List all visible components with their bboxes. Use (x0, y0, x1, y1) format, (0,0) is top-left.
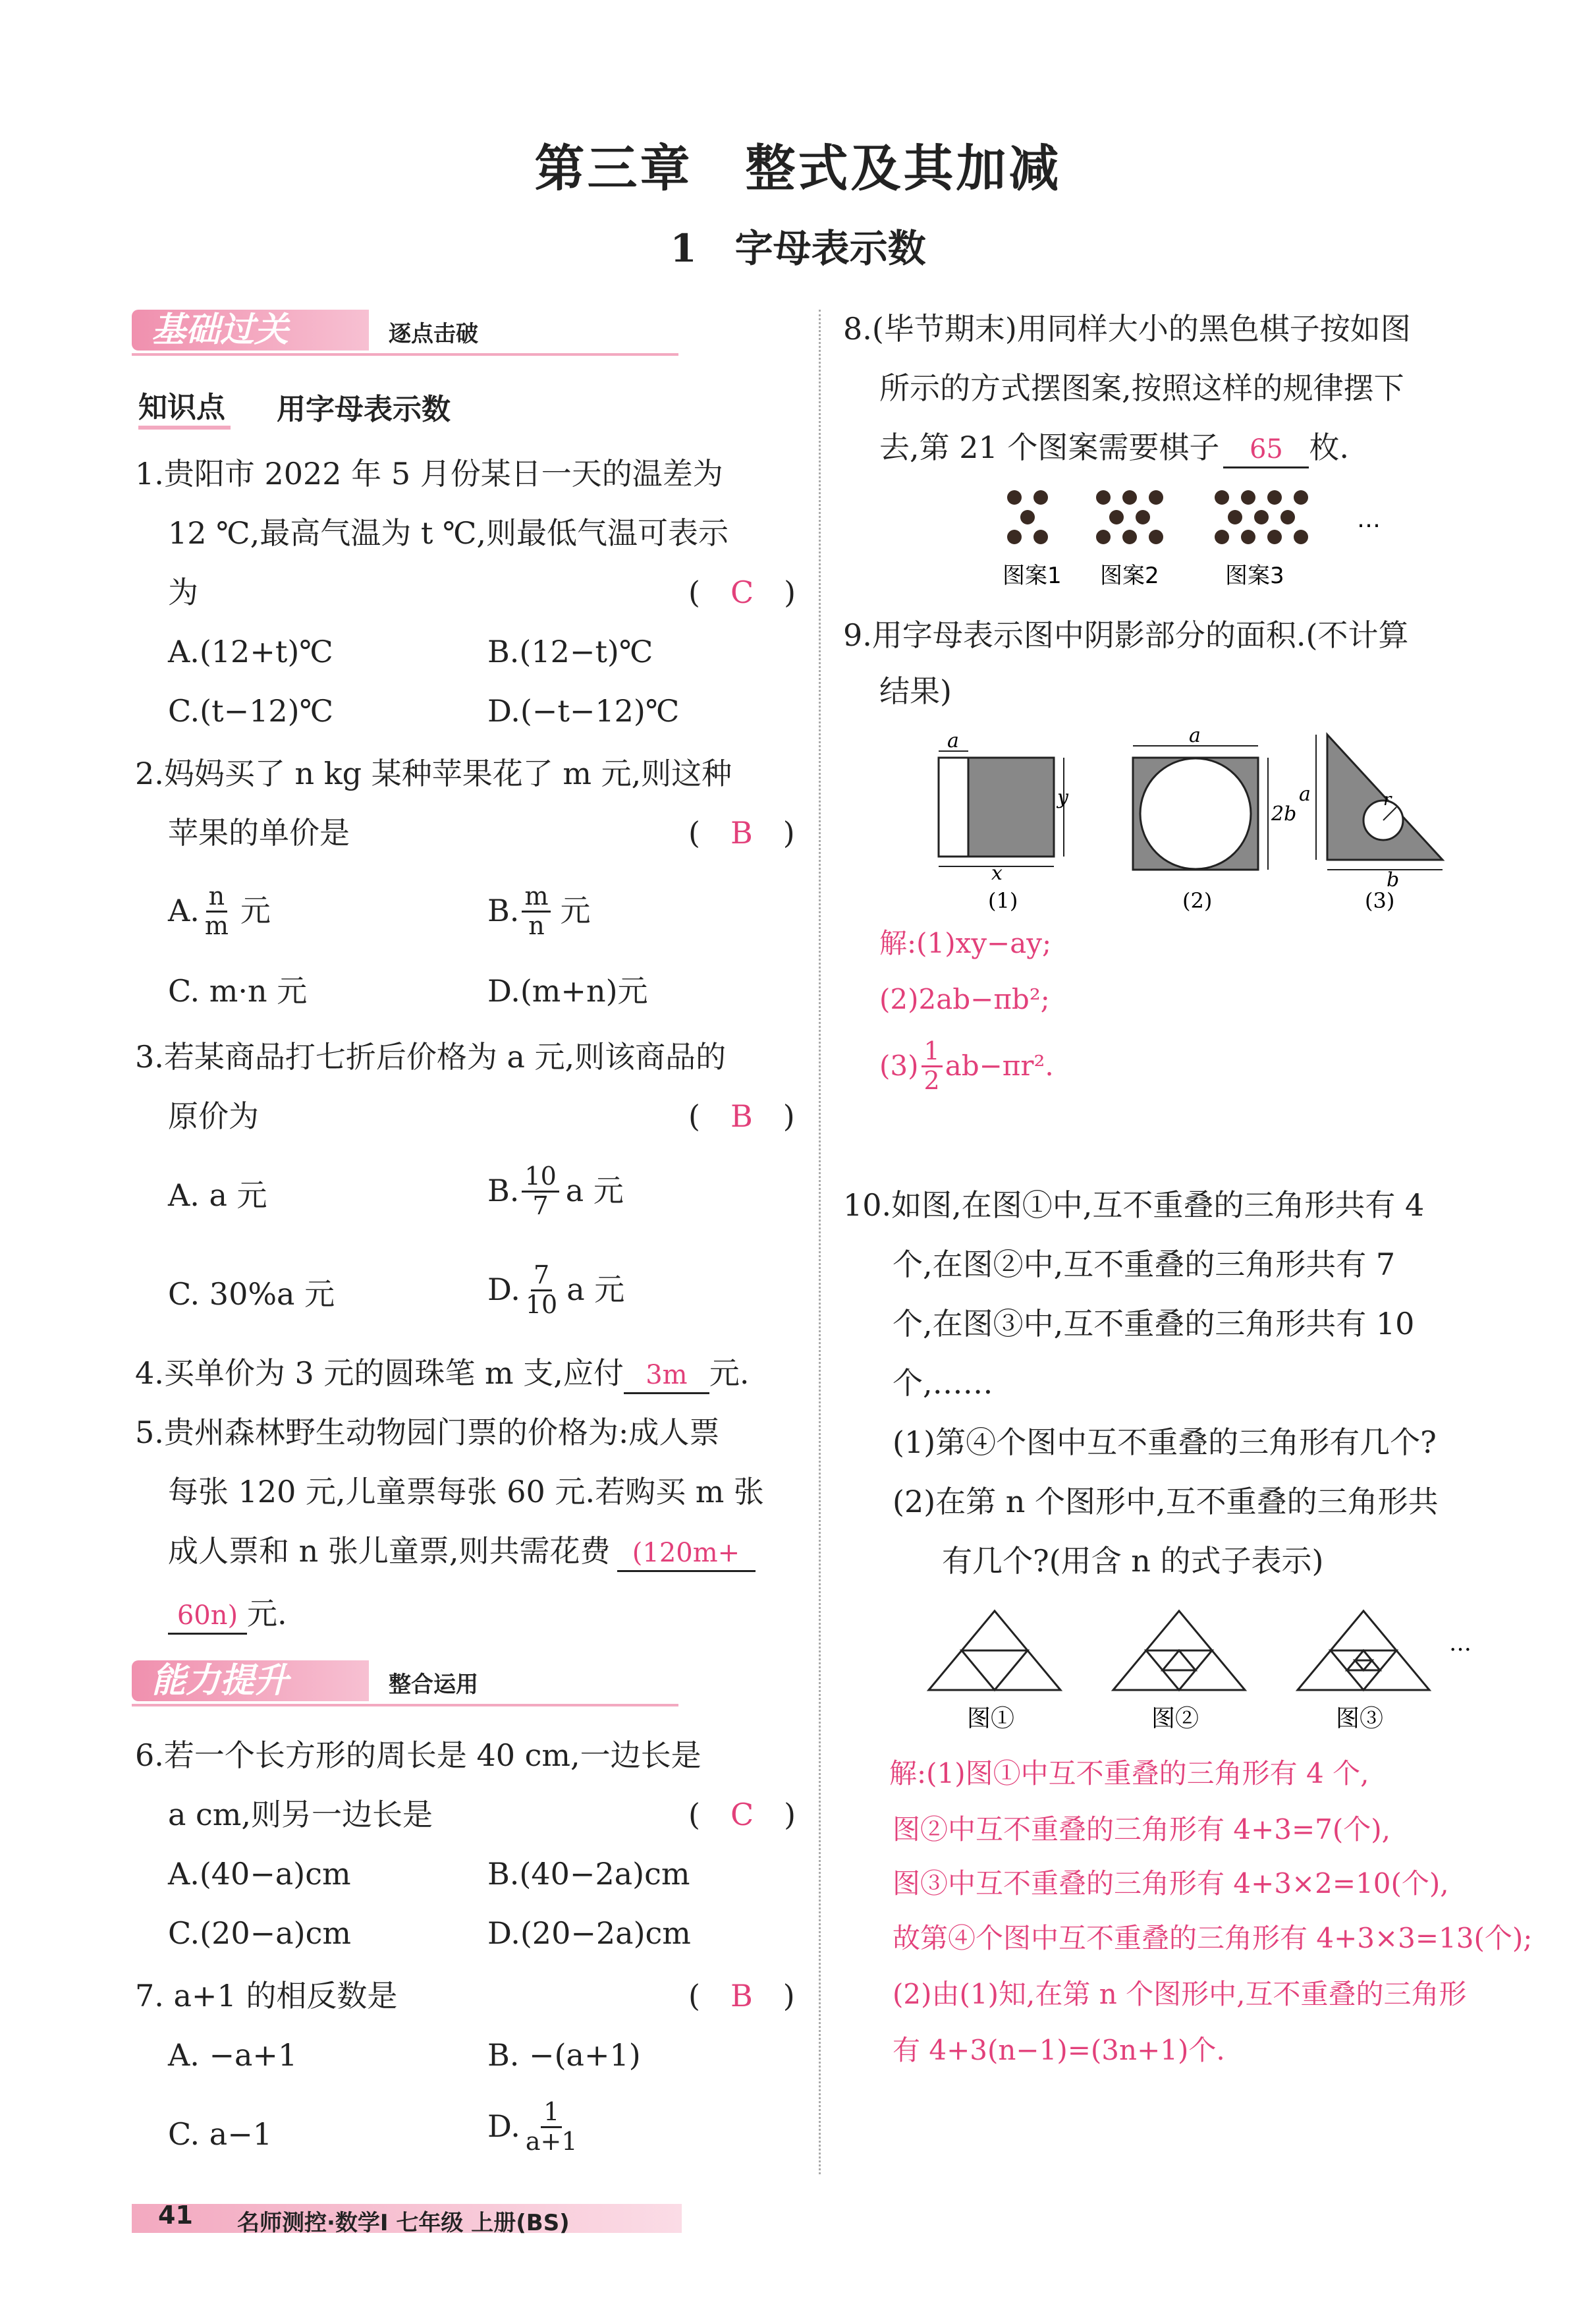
q8-answer: 65 (1223, 432, 1309, 468)
q10-solution-1: 解:(1)图①中互不重叠的三角形有 4 个, (889, 1757, 1369, 1789)
banner-basic-line (132, 353, 678, 356)
q2-b-den: n (528, 911, 545, 940)
q7-answer-paren: ( B ) (688, 1978, 795, 2014)
q3-d-prefix: D. (487, 1272, 520, 1308)
q9-sol3-num: 1 (922, 1038, 943, 1067)
q7-line1: 7. a+1 的相反数是 (135, 1978, 398, 2014)
q3-option-c: C. 30%a 元 (168, 1276, 335, 1312)
q6-option-c: C.(20−a)cm (168, 1915, 351, 1951)
q3-d-suffix: a 元 (566, 1272, 625, 1308)
q6-answer-paren: ( C ) (688, 1797, 796, 1832)
q10-figure (922, 1608, 1475, 1739)
banner-basic (132, 310, 678, 356)
q5-line1: 5.贵州森林野生动物园门票的价格为:成人票 (135, 1415, 720, 1450)
q2-a-fraction (202, 883, 231, 940)
q3-b-fraction (522, 1163, 559, 1220)
q5-answer-part1: (120m+ (617, 1536, 756, 1572)
q9-fig1-label-y: y (1057, 786, 1068, 809)
q9-solution-1: 解:(1)xy−ay; (879, 927, 1052, 959)
q9-caption-3: (3) (1365, 888, 1395, 913)
q6-option-a: A.(40−a)cm (168, 1856, 351, 1892)
q3-option-d (487, 1262, 624, 1319)
q7-d-den: a+1 (525, 2126, 578, 2156)
q2-line1: 2.妈妈买了 n kg 某种苹果花了 m 元,则这种 (135, 756, 732, 791)
chapter-title: 第三章 整式及其加减 (534, 139, 1062, 198)
q9-sol3-den: 2 (923, 1065, 940, 1095)
q9-fig2-label-a: a (1189, 731, 1201, 747)
q8-line3 (879, 428, 1349, 468)
q9-sol3-suffix: ab−πr². (945, 1050, 1054, 1082)
q2-a-suffix: 元 (240, 893, 271, 929)
q5-line4 (168, 1594, 287, 1635)
banner-basic-sub: 逐点击破 (389, 321, 478, 347)
q9-fig2-label-2b: 2b (1271, 803, 1297, 826)
q10-sub2a: (2)在第 n 个图形中,互不重叠的三角形共 (893, 1484, 1439, 1519)
q10-fig2 (1113, 1611, 1245, 1690)
q9-fig1-label-x: x (991, 862, 1003, 885)
q3-b-den: 7 (532, 1191, 549, 1220)
q2-b-prefix: B. (487, 893, 520, 929)
q8-caption-1: 图案1 (1003, 563, 1062, 589)
section-title: 1 字母表示数 (670, 226, 926, 271)
q5-answer-part2: 60n) (168, 1598, 247, 1635)
q3-b-num: 10 (522, 1163, 559, 1193)
q5-line2: 每张 120 元,儿童票每张 60 元.若购买 m 张 (168, 1474, 764, 1509)
q8-pattern2 (1096, 490, 1163, 544)
q8-caption-2: 图案2 (1100, 563, 1159, 589)
q2-option-a (168, 883, 271, 940)
q2-a-num: n (206, 883, 227, 913)
q1-option-a: A.(12+t)℃ (168, 634, 333, 669)
q9-sol3-fraction (922, 1038, 943, 1095)
q9-caption-1: (1) (988, 888, 1018, 913)
q1-answer: C (730, 575, 754, 610)
q10-solution-3: 图③中互不重叠的三角形有 4+3×2=10(个), (893, 1867, 1449, 1900)
q8-figure (988, 481, 1423, 600)
column-divider (819, 310, 821, 2174)
q4-line (135, 1354, 750, 1394)
q10-caption-1: 图① (967, 1705, 1015, 1732)
q3-d-fraction (523, 1262, 560, 1319)
q7-d-fraction (523, 2099, 580, 2156)
q6-line1: 6.若一个长方形的周长是 40 cm,一边长是 (135, 1737, 702, 1773)
q2-option-b (487, 883, 590, 940)
q10-caption-3: 图③ (1336, 1705, 1384, 1732)
q3-option-b (487, 1163, 624, 1220)
q2-line2: 苹果的单价是 (168, 815, 350, 851)
q4-text: 4.买单价为 3 元的圆珠笔 m 支,应付 (135, 1355, 624, 1391)
q5-suffix: 元. (247, 1596, 287, 1631)
q10-line1: 10.如图,在图①中,互不重叠的三角形共有 4 (843, 1187, 1425, 1223)
q6-answer: C (730, 1797, 754, 1832)
q2-answer: B (730, 815, 753, 851)
q2-b-suffix: 元 (560, 893, 591, 929)
knowledge-label: 知识点 (138, 383, 231, 430)
q9-fig3-label-b: b (1387, 868, 1400, 891)
q9-fig2 (1133, 731, 1296, 870)
q3-answer-paren: ( B ) (688, 1098, 795, 1134)
q3-d-den: 10 (525, 1289, 558, 1319)
q7-d-prefix: D. (487, 2108, 520, 2145)
q10-ellipsis: … (1449, 1630, 1472, 1656)
knowledge-title: 用字母表示数 (277, 393, 451, 426)
q2-b-num: m (522, 883, 551, 913)
q7-option-a: A. −a+1 (168, 2037, 298, 2073)
footer-page-number: 41 (158, 2201, 193, 2230)
q2-a-prefix: A. (168, 893, 200, 929)
q1-line2: 12 ℃,最高气温为 t ℃,则最低气温可表示 (168, 515, 729, 551)
banner-ability-label: 能力提升 (132, 1660, 369, 1701)
q9-solution-3 (879, 1038, 1054, 1095)
q1-answer-paren: ( C ) (688, 575, 796, 610)
q10-sub1: (1)第④个图中互不重叠的三角形有几个? (893, 1424, 1437, 1460)
q10-line2: 个,在图②中,互不重叠的三角形共有 7 (893, 1247, 1396, 1282)
q10-sub2b: 有几个?(用含 n 的式子表示) (942, 1543, 1324, 1579)
q2-a-den: m (204, 911, 229, 940)
q7-d-num: 1 (541, 2099, 562, 2128)
q8-line2: 所示的方式摆图案,按照这样的规律摆下 (879, 370, 1404, 406)
q2-answer-paren: ( B ) (688, 815, 795, 851)
q2-option-c: C. m·n 元 (168, 973, 308, 1009)
q8-line1: 8.(毕节期末)用同样大小的黑色棋子按如图 (843, 311, 1411, 347)
q4-suffix: 元. (709, 1355, 750, 1391)
q2-option-d: D.(m+n)元 (487, 973, 648, 1009)
q10-solution-5: (2)由(1)知,在第 n 个图形中,互不重叠的三角形 (893, 1978, 1467, 2010)
q10-solution-6: 有 4+3(n−1)=(3n+1)个. (893, 2034, 1225, 2066)
q10-fig3 (1298, 1611, 1429, 1690)
q7-answer: B (730, 1978, 753, 2014)
q10-line3: 个,在图③中,互不重叠的三角形共有 10 (893, 1306, 1415, 1341)
q2-b-fraction (522, 883, 551, 940)
q9-sol3-prefix: (3) (879, 1050, 919, 1082)
q5-line3 (168, 1532, 756, 1572)
q9-solution-2: (2)2ab−πb²; (879, 983, 1050, 1015)
banner-ability-sub: 整合运用 (389, 1672, 478, 1698)
q9-fig1 (939, 731, 1069, 885)
q3-answer: B (730, 1098, 753, 1134)
q4-answer: 3m (624, 1358, 709, 1394)
q3-line1: 3.若某商品打七折后价格为 a 元,则该商品的 (135, 1039, 727, 1075)
q9-fig1-label-a: a (947, 731, 959, 752)
q10-solution-4: 故第④个图中互不重叠的三角形有 4+3×3=13(个); (893, 1922, 1533, 1954)
q7-option-d (487, 2099, 583, 2156)
q3-b-prefix: B. (487, 1173, 520, 1209)
q5-line3-text: 成人票和 n 张儿童票,则共需花费 (168, 1533, 611, 1569)
q10-solution-2: 图②中互不重叠的三角形有 4+3=7(个), (893, 1813, 1391, 1845)
q6-line2: a cm,则另一边长是 (168, 1797, 433, 1832)
q3-line2: 原价为 (168, 1098, 259, 1134)
q1-option-d: D.(−t−12)℃ (487, 693, 680, 729)
q8-suffix: 枚. (1309, 430, 1350, 465)
q9-figure (922, 731, 1462, 916)
q3-option-a: A. a 元 (168, 1177, 267, 1213)
q7-option-b: B. −(a+1) (487, 2037, 641, 2073)
q1-option-b: B.(12−t)℃ (487, 634, 653, 669)
banner-ability-line (132, 1704, 678, 1706)
q8-ellipsis: … (1357, 506, 1381, 533)
knowledge-point (138, 383, 451, 430)
q9-fig3-label-a: a (1299, 783, 1311, 806)
q6-option-d: D.(20−2a)cm (487, 1915, 691, 1951)
q8-line3-text: 去,第 21 个图案需要棋子 (879, 430, 1220, 465)
q6-option-b: B.(40−2a)cm (487, 1856, 690, 1892)
q8-caption-3: 图案3 (1225, 563, 1284, 589)
q3-b-suffix: a 元 (565, 1173, 624, 1209)
q9-line1: 9.用字母表示图中阴影部分的面积.(不计算 (843, 617, 1409, 653)
q10-line4: 个,…… (893, 1365, 993, 1401)
q9-fig3 (1299, 735, 1443, 891)
q8-pattern3 (1215, 490, 1308, 544)
q3-d-num: 7 (531, 1262, 552, 1291)
q9-fig3-label-r: r (1383, 790, 1392, 810)
q10-caption-2: 图② (1151, 1705, 1199, 1732)
q9-line2: 结果) (879, 673, 952, 709)
q9-caption-2: (2) (1182, 888, 1213, 913)
q1-line1: 1.贵阳市 2022 年 5 月份某日一天的温差为 (135, 456, 723, 492)
q8-pattern1 (1007, 490, 1048, 544)
banner-ability (132, 1660, 678, 1706)
q1-option-c: C.(t−12)℃ (168, 693, 334, 729)
q10-fig1 (929, 1611, 1060, 1690)
q7-option-c: C. a−1 (168, 2116, 273, 2152)
q1-line3: 为 (168, 575, 198, 610)
banner-basic-label: 基础过关 (132, 310, 369, 351)
footer-book-title: 名师测控·数学Ⅰ 七年级 上册(BS) (237, 2210, 570, 2236)
